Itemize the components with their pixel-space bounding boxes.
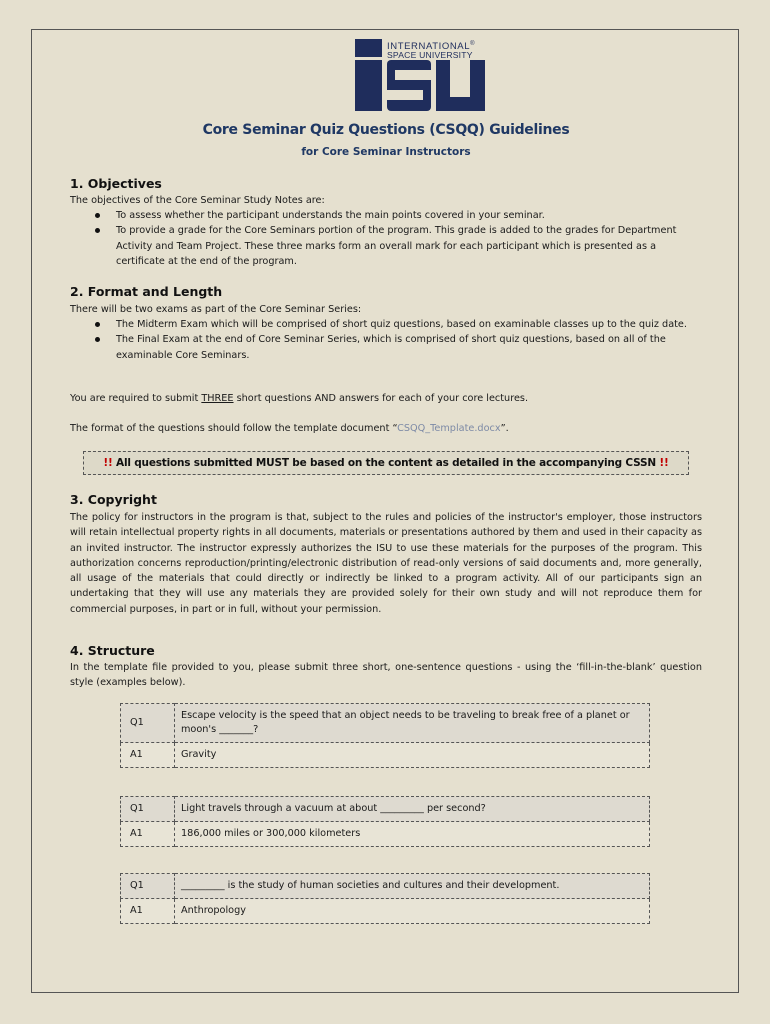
answer-label: A1: [121, 899, 175, 924]
notice-bang-start: !!: [103, 457, 113, 469]
section-heading-format: 2. Format and Length: [70, 284, 223, 299]
answer-label: A1: [121, 822, 175, 847]
answer-text: 186,000 miles or 300,000 kilometers: [175, 822, 650, 847]
list-item: To assess whether the participant understands the main points covered in your seminar.: [70, 208, 702, 223]
format-intro: There will be two exams as part of the Core Seminar Series:: [70, 304, 362, 315]
table-row: [121, 822, 650, 847]
section-heading-copyright: 3. Copyright: [70, 492, 157, 507]
question-label: Q1: [121, 797, 175, 822]
answer-text: Anthropology: [175, 899, 650, 924]
question-label: Q1: [121, 704, 175, 743]
answer-text: Gravity: [175, 743, 650, 768]
question-text: _________ is the study of human societies and cultures and their development.: [175, 874, 650, 899]
document-title: Core Seminar Quiz Questions (CSQQ) Guidelines: [202, 122, 570, 138]
logo-line-international: INTERNATIONAL®: [387, 41, 476, 53]
objectives-intro: The objectives of the Core Seminar Study Notes are:: [70, 195, 325, 206]
document-page: [31, 29, 739, 993]
example-table-1: [120, 703, 650, 768]
answer-label: A1: [121, 743, 175, 768]
question-label: Q1: [121, 874, 175, 899]
notice-bang-end: !!: [659, 457, 669, 469]
question-text: Light travels through a vacuum at about _________ per second?: [175, 797, 650, 822]
isu-logo: [355, 39, 488, 111]
list-item: To provide a grade for the Core Seminars portion of the program. This grade is added to the grades for Department Activity and Team Project. These three marks form an overall mark for each participant which is presented as a certificate at the end of the program.: [70, 223, 702, 269]
example-table-2: [120, 796, 650, 847]
format-list: [70, 317, 702, 363]
document-subtitle: for Core Seminar Instructors: [301, 146, 471, 158]
copyright-body: The policy for instructors in the program is that, subject to the rules and policies of the instructor's employer, those instructors will retain intellectual property rights in all documents, materials or presentations authored by them and used in their capacity as an invited instructor. The instructor expressly authorizes the ISU to use these materials for the purposes of the program. This authorization concerns reproduction/printing/electronic distribution of read-only versions of said documents and, more generally, all usage of the materials that could directly or indirectly be linked to a program activity. All of our participants sign an undertaking that they will use any materials they are provided solely for their own study and will not reproduce them for commercial purposes, in part or in full, without your permission.: [70, 512, 702, 615]
submit-emphasis: THREE: [201, 393, 234, 404]
objectives-list: [70, 208, 702, 269]
submit-requirement: You are required to submit THREE short questions AND answers for each of your core lectures.: [70, 393, 529, 404]
notice-text: All questions submitted MUST be based on the content as detailed in the accompanying CSSN: [112, 457, 660, 469]
table-row: [121, 899, 650, 924]
template-link[interactable]: CSQQ_Template.docx: [397, 423, 501, 434]
list-item: The Final Exam at the end of Core Seminar Series, which is comprised of short quiz questions, based on all of the examinable Core Seminars.: [70, 332, 702, 363]
section-heading-objectives: 1. Objectives: [70, 176, 162, 191]
section-heading-structure: 4. Structure: [70, 643, 155, 658]
list-item: The Midterm Exam which will be comprised of short quiz questions, based on examinable classes up to the quiz date.: [70, 317, 702, 332]
template-instruction: The format of the questions should follow the template document “CSQQ_Template.docx”.: [70, 423, 509, 434]
question-text: Escape velocity is the speed that an object needs to be traveling to break free of a planet or moon's _______?: [175, 704, 650, 743]
logo-line-space-university: SPACE UNIVERSITY: [387, 50, 473, 60]
table-row: [121, 797, 650, 822]
table-row: [121, 743, 650, 768]
table-row: [121, 874, 650, 899]
structure-intro: In the template file provided to you, please submit three short, one-sentence questions - using the ‘fill-in-the-blank’ question style (examples below).: [70, 662, 702, 689]
table-row: [121, 704, 650, 743]
content-notice: [83, 451, 689, 475]
example-table-3: [120, 873, 650, 924]
